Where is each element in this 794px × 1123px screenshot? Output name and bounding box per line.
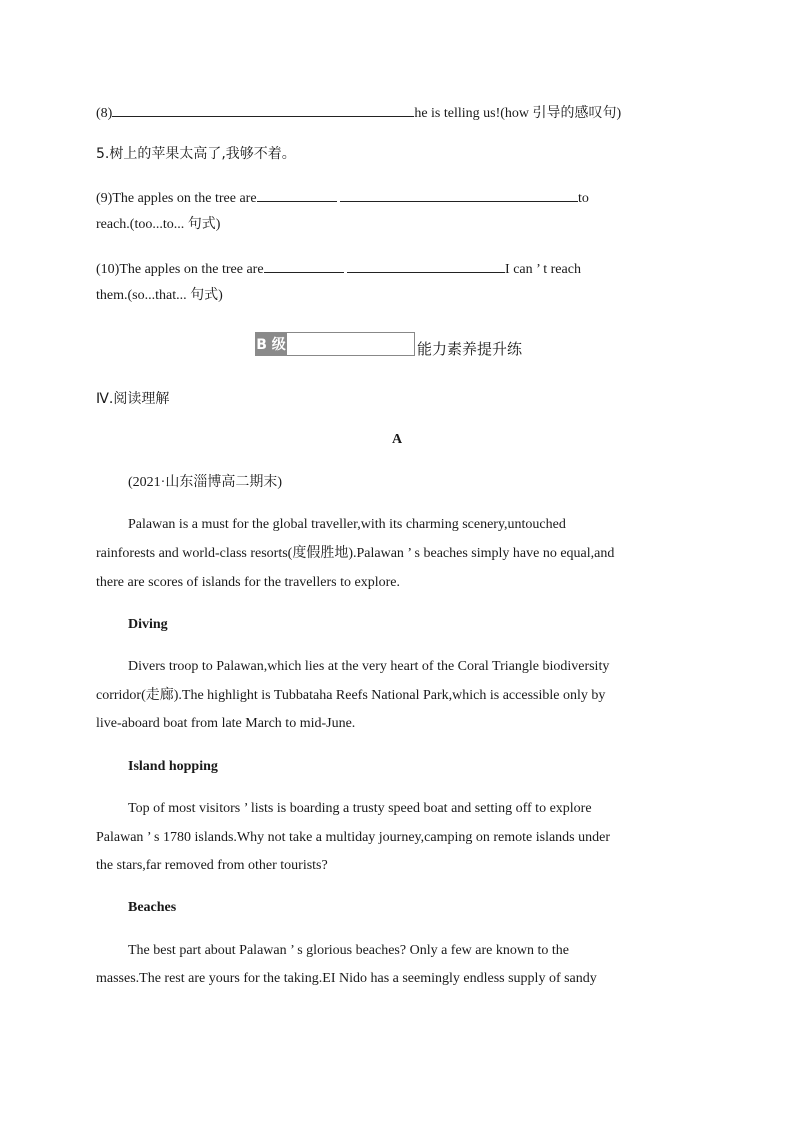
island-heading: Island hopping <box>128 759 218 774</box>
diving-heading: Diving <box>128 617 168 632</box>
level-banner <box>255 330 522 356</box>
intro-line: there are scores of islands for the travellers to explore. <box>96 575 400 590</box>
beaches-line: The best part about Palawan ’ s glorious beaches? Only a few are known to the <box>128 943 569 958</box>
question-number: (8) <box>96 106 113 121</box>
answer-blank[interactable] <box>264 258 344 273</box>
question-9-line2: reach.(too...to... 句式) <box>96 217 221 232</box>
answer-blank[interactable] <box>112 102 414 117</box>
answer-blank[interactable] <box>347 258 505 273</box>
island-line: Palawan ’ s 1780 islands.Why not take a multiday journey,camping on remote islands under <box>96 830 610 845</box>
level-box <box>287 332 415 356</box>
question-9 <box>96 187 589 208</box>
answer-blank[interactable] <box>340 187 578 202</box>
question-text: (9)The apples on the tree are <box>96 191 257 206</box>
question-text-end: to <box>578 191 589 206</box>
intro-line: rainforests and world-class resorts(度假胜地).Palawan ’ s beaches simply have no equal,and <box>96 546 615 561</box>
passage-letter: A <box>391 432 403 447</box>
island-line: the stars,far removed from other tourists? <box>96 858 328 873</box>
intro-line: Palawan is a must for the global traveller,with its charming scenery,untouched <box>128 517 566 532</box>
diving-line: Divers troop to Palawan,which lies at the very heart of the Coral Triangle biodiversity <box>128 659 610 674</box>
passage-source: (2021·山东淄博高二期末) <box>128 475 282 490</box>
diving-line: live-aboard boat from late March to mid-June. <box>96 716 356 731</box>
diving-line: corridor(走廊).The highlight is Tubbataha Reefs National Park,which is accessible only by <box>96 688 606 703</box>
question-text: he is telling us!(how 引导的感叹句) <box>414 106 622 121</box>
island-line: Top of most visitors ’ lists is boarding a trusty speed boat and setting off to explore <box>128 801 592 816</box>
answer-blank[interactable] <box>257 187 337 202</box>
item-5-prompt: 5.树上的苹果太高了,我够不着。 <box>96 146 296 162</box>
question-text: (10)The apples on the tree are <box>96 262 264 277</box>
level-badge: B 级 <box>255 332 287 356</box>
question-10-line2: them.(so...that... 句式) <box>96 288 223 303</box>
section-heading: Ⅳ.阅读理解 <box>96 391 170 407</box>
level-label: 能力素养提升练 <box>417 340 523 358</box>
question-10 <box>96 258 581 279</box>
question-text-end: I can ’ t reach <box>505 262 581 277</box>
question-8 <box>96 102 621 123</box>
beaches-heading: Beaches <box>128 900 177 915</box>
beaches-line: masses.The rest are yours for the taking.EI Nido has a seemingly endless supply of sandy <box>96 971 597 986</box>
